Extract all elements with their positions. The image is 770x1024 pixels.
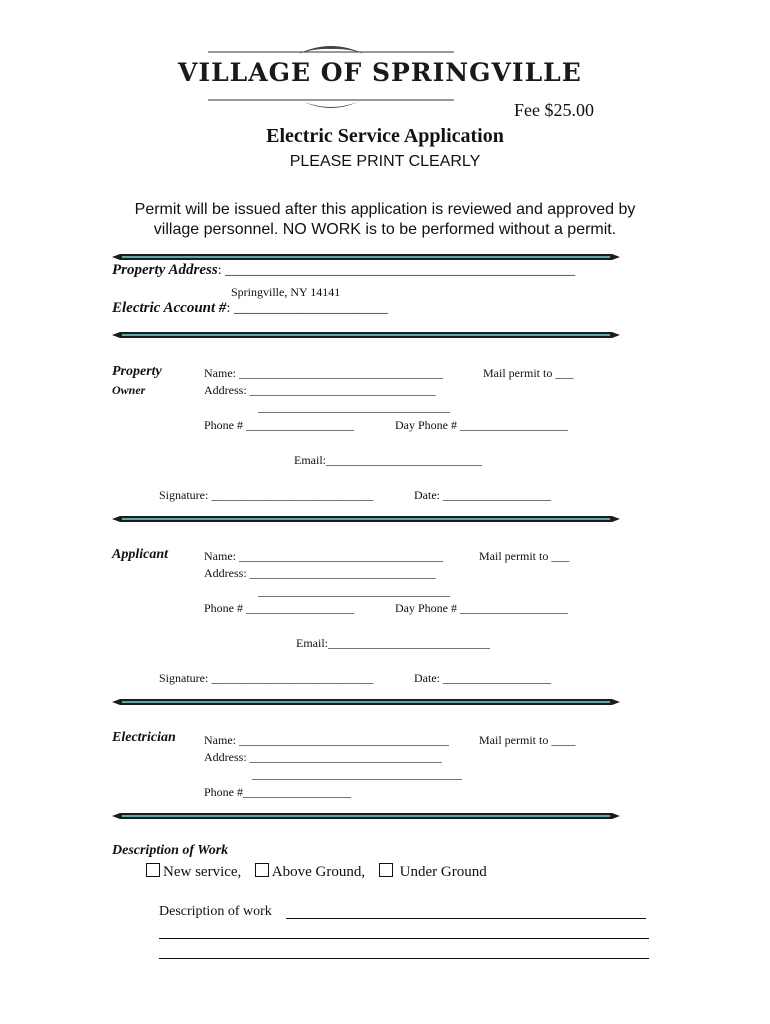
above-ground-checkbox[interactable] — [255, 863, 269, 877]
owner-address2-field[interactable]: ________________________________ — [258, 400, 450, 414]
applicant-mail-permit[interactable]: Mail permit to ___ — [479, 549, 570, 563]
owner-day-phone-field[interactable]: Day Phone # __________________ — [395, 418, 568, 432]
applicant-address2-field[interactable]: ________________________________ — [258, 584, 450, 598]
owner-section-label: Property — [112, 364, 162, 379]
work-description-line[interactable] — [286, 918, 646, 919]
electric-account-field[interactable]: : ______________________ — [226, 301, 388, 316]
village-logo — [178, 40, 582, 110]
applicant-section-label: Applicant — [112, 547, 169, 562]
owner-date-field[interactable]: Date: __________________ — [414, 488, 551, 502]
divider-rule — [112, 699, 620, 705]
notice-line-2: village personnel. NO WORK is to be performed without a permit. — [153, 221, 617, 238]
work-type-options — [146, 863, 487, 881]
divider-rule — [112, 516, 620, 522]
new-service-checkbox[interactable] — [146, 863, 160, 877]
owner-name-field[interactable]: Name: __________________________________ — [204, 366, 443, 380]
applicant-name-field[interactable]: Name: __________________________________ — [204, 549, 443, 563]
applicant-day-phone-field[interactable]: Day Phone # __________________ — [395, 601, 568, 615]
notice-line-1: Permit will be issued after this application is reviewed and approved by — [134, 201, 636, 218]
owner-email-field[interactable]: Email:__________________________ — [294, 453, 482, 467]
owner-signature-field[interactable]: Signature: ___________________________ — [159, 488, 374, 502]
divider-rule — [112, 813, 620, 819]
under-ground-checkbox[interactable] — [379, 863, 393, 877]
electric-account-label: Electric Account # — [112, 300, 227, 316]
applicant-signature-field[interactable]: Signature: ___________________________ — [159, 671, 374, 685]
electrician-address-field[interactable]: Address: ________________________________ — [204, 750, 442, 764]
electrician-phone-field[interactable]: Phone #__________________ — [204, 785, 351, 799]
work-description-line[interactable] — [159, 938, 649, 939]
property-address-label: Property Address — [112, 262, 218, 278]
under-ground-label: Under Ground — [399, 864, 487, 880]
work-description-line[interactable] — [159, 958, 649, 959]
applicant-date-field[interactable]: Date: __________________ — [414, 671, 551, 685]
electric-account-row — [112, 300, 388, 317]
work-description-label: Description of work — [159, 904, 272, 919]
work-section-label: Description of Work — [112, 843, 229, 858]
logo-text: VILLAGE OF SPRINGVILLE — [178, 58, 582, 87]
electrician-mail-permit[interactable]: Mail permit to ____ — [479, 733, 576, 747]
owner-phone-field[interactable]: Phone # __________________ — [204, 418, 354, 432]
divider-rule — [112, 332, 620, 338]
page-subtitle: PLEASE PRINT CLEARLY — [289, 153, 481, 170]
applicant-address-field[interactable]: Address: _______________________________ — [204, 566, 436, 580]
property-address-row — [112, 262, 575, 279]
electrician-address2-field[interactable]: ___________________________________ — [252, 767, 462, 781]
permit-notice — [0, 200, 770, 240]
owner-address-field[interactable]: Address: _______________________________ — [204, 383, 436, 397]
divider-rule — [112, 254, 620, 260]
applicant-phone-field[interactable]: Phone # __________________ — [204, 601, 354, 615]
above-ground-label: Above Ground, — [271, 864, 366, 880]
property-address-field[interactable]: : __________________________________________________ — [217, 263, 576, 278]
new-service-label: New service, — [163, 864, 242, 880]
electrician-name-field[interactable]: Name: ___________________________________ — [204, 733, 449, 747]
electrician-section-label: Electrician — [112, 730, 176, 745]
applicant-email-field[interactable]: Email:___________________________ — [296, 636, 490, 650]
city-line: Springville, NY 14141 — [231, 285, 341, 299]
fee-amount: Fee $25.00 — [514, 100, 594, 120]
owner-section-sublabel: Owner — [112, 383, 146, 397]
owner-mail-permit[interactable]: Mail permit to ___ — [483, 366, 574, 380]
page-title: Electric Service Application — [266, 125, 504, 147]
